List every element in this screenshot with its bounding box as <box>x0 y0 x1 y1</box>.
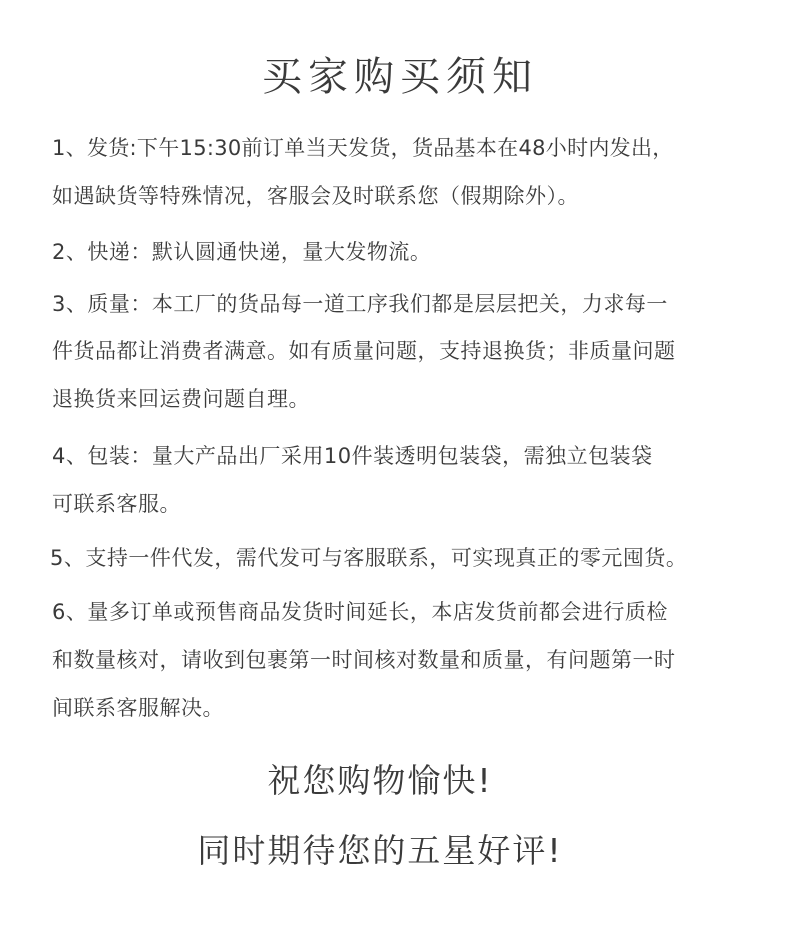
notice-3-line-2: 件货品都让消费者满意。如有质量问题，支持退换货；非质量问题 <box>52 339 676 363</box>
notice-3-line-3: 退换货来回运费问题自理。 <box>52 387 310 411</box>
notice-2-line-1: 2、快递：默认圆通快递，量大发物流。 <box>52 240 432 264</box>
page-title: 买家购买须知 <box>262 54 538 100</box>
notice-4-line-1: 4、包装：量大产品出厂采用10件装透明包装袋，需独立包装袋 <box>52 444 653 468</box>
notice-6-line-1: 6、量多订单或预售商品发货时间延长，本店发货前都会进行质检 <box>52 600 668 624</box>
notice-1-line-1: 1、发货:下午15:30前订单当天发货，货品基本在48小时内发出， <box>52 136 674 160</box>
notice-5-line-1: 5、支持一件代发，需代发可与客服联系，可实现真正的零元囤货。 <box>50 546 688 570</box>
closing-review-request: 同时期待您的五星好评! <box>197 831 563 870</box>
notice-6-line-3: 间联系客服解决。 <box>52 696 224 720</box>
notice-3-line-1: 3、质量：本工厂的货品每一道工序我们都是层层把关，力求每一 <box>52 292 668 316</box>
notice-6-line-2: 和数量核对，请收到包裹第一时间核对数量和质量，有问题第一时 <box>52 648 676 672</box>
notice-1-line-2: 如遇缺货等特殊情况，客服会及时联系您（假期除外）。 <box>52 184 579 208</box>
notice-4-line-2: 可联系客服。 <box>52 492 181 516</box>
closing-greeting: 祝您购物愉快! <box>267 761 493 800</box>
